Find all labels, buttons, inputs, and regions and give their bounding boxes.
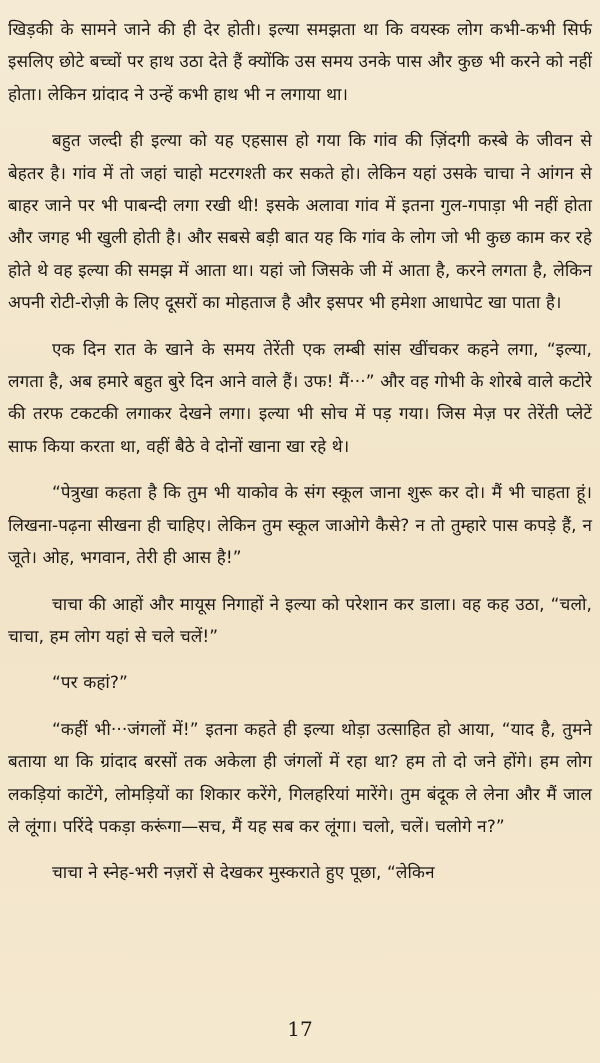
paragraph-6: “पर कहां?”: [52, 673, 128, 694]
paragraph-4: “पेत्रुखा कहता है कि तुम भी याकोव के संग स्कूल जाना शुरू कर दो। मैं भी चाहता हूं। लिखना-पढ़ना सीखना ही चाहिए। लेकिन तुम स्कूल जाओगे कैसे? न तो तुम्हारे पास कपड़े हैं, न जूते। ओह, भगवान, तेरी ही आस है!”: [8, 483, 592, 569]
page-body-text: [8, 14, 592, 890]
paragraph-2: बहुत जल्दी ही इल्या को यह एहसास हो गया कि गांव की ज़िंदगी कस्बे के जीवन से बेहतर है। गांव में तो जहां चाहो मटरगश्ती कर सकते हो। लेकिन यहां उसके चाचा ने आंगन से बाहर जाने पर भी पाबन्दी लगा रखी थी! इसके अलावा गांव में इतना गुल-गपाड़ा भी नहीं होता और जगह भी खुली होती है। और सबसे बड़ी बात यह कि गांव के लोग जो भी कुछ काम कर रहे होते थे वह इल्या की समझ में आता था। यहां जो जिसके जी में आता है, करने लगता है, लेकिन अपनी रोटी-रोज़ी के लिए दूसरों का मोहताज है और इसपर भी हमेशा आधापेट खा पाता है।: [8, 131, 592, 314]
paragraph-8: चाचा ने स्नेह-भरी नज़रों से देखकर मुस्कराते हुए पूछा, “लेकिन: [52, 863, 435, 884]
paragraph-5: चाचा की आहों और मायूस निगाहों ने इल्या को परेशान कर डाला। वह कह उठा, “चलो, चाचा, हम लोग यहां से चले चलें!”: [8, 594, 592, 647]
paragraph-1: खिड़की के सामने जाने की ही देर होती। इल्या समझता था कि वयस्क लोग कभी-कभी सिर्फ इसलिए छोटे बच्चों पर हाथ उठा देते हैं क्योंकि उस समय उनके पास और कुछ भी करने को नहीं होता। लेकिन ग्रांदाद ने उन्हें कभी हाथ भी न लगाया था।: [8, 20, 592, 105]
paragraph-7: “कहीं भी···जंगलों में!” इतना कहते ही इल्या थोड़ा उत्साहित हो आया, “याद है, तुमने बताया था कि ग्रांदाद बरसों तक अकेला ही जंगलों में रहा था? हम तो दो जने होंगे। हम लोग लकड़ियां काटेंगे, लोमड़ियों का शिकार करेंगे, गिलहरियां मारेंगे। तुम बंदूक ले लेना और मैं जाल ले लूंगा। परिंदे पकड़ा करूंगा—सच, मैं यह सब कर लूंगा। चलो, चलें। चलोगे न?”: [8, 719, 592, 837]
page-number: 17: [287, 1017, 313, 1041]
paragraph-3: एक दिन रात के खाने के समय तेरेंती एक लम्बी सांस खींचकर कहने लगा, “इल्या, लगता है, अब हमारे बहुत बुरे दिन आने वाले हैं। उफ! मैं···” और वह गोभी के शोरबे वाले कटोरे की तरफ टकटकी लगाकर देखने लगा। इल्या भी सोच में पड़ गया। जिस मेज़ पर तेरेंती प्लेटें साफ किया करता था, वहीं बैठे वे दोनों खाना खा रहे थे।: [8, 339, 592, 457]
